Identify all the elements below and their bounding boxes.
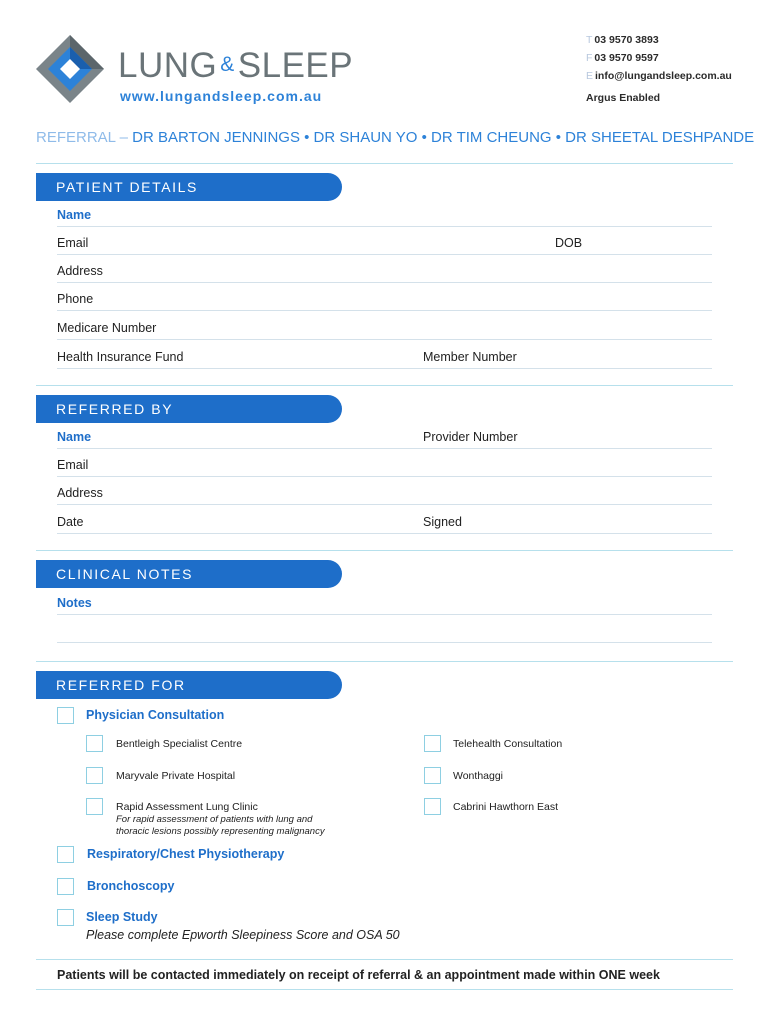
wonthaggi-label: Wonthaggi (453, 770, 504, 782)
maryvale-label: Maryvale Private Hospital (116, 770, 236, 782)
sleep-study-checkbox[interactable] (57, 909, 74, 926)
wonthaggi-checkbox[interactable] (424, 767, 441, 784)
referral-date-label: Date (57, 515, 84, 529)
clinical-notes-field[interactable] (57, 614, 712, 615)
lung-sleep-logo-icon (34, 33, 106, 105)
physician-consultation-label: Physician Consultation (86, 708, 225, 722)
divider (36, 959, 733, 960)
bronchoscopy-checkbox[interactable] (57, 878, 74, 895)
telehealth-checkbox[interactable] (424, 735, 441, 752)
contact-fax: F 03 9570 9597 (586, 52, 659, 64)
patient-fund-field[interactable] (57, 368, 712, 369)
referral-date-field[interactable] (57, 533, 712, 534)
divider (36, 989, 733, 990)
divider (36, 385, 733, 386)
logo-wordmark: LUNG &SLEEP (118, 46, 354, 85)
patient-dob-label: DOB (555, 236, 583, 250)
patient-email-label: Email (57, 236, 89, 250)
referral-doctors-line: REFERRAL – DR BARTON JENNINGS • DR SHAUN YO • DR TIM CHEUNG • DR SHEETAL DESHPANDE (36, 129, 755, 146)
referrer-address-label: Address (57, 486, 103, 500)
section-referred-by: REFERRED BY (36, 395, 342, 423)
rapid-assessment-checkbox[interactable] (86, 798, 103, 815)
rapid-assessment-note-1: For rapid assessment of patients with lung and (116, 814, 313, 825)
cabrini-checkbox[interactable] (424, 798, 441, 815)
argus-status: Argus Enabled (586, 92, 661, 104)
divider (36, 550, 733, 551)
website-link[interactable]: www.lungandsleep.com.au (120, 88, 323, 104)
rapid-assessment-note-2: thoracic lesions possibly representing malignancy (116, 826, 325, 837)
clinical-notes-field-line-2[interactable] (57, 642, 712, 643)
respiratory-physio-checkbox[interactable] (57, 846, 74, 863)
sleep-study-label: Sleep Study (86, 910, 158, 924)
respiratory-physio-label: Respiratory/Chest Physiotherapy (87, 847, 285, 861)
sleep-study-note: Please complete Epworth Sleepiness Score and OSA 50 (86, 928, 400, 942)
maryvale-checkbox[interactable] (86, 767, 103, 784)
patient-name-label: Name (57, 208, 92, 222)
patient-medicare-field[interactable] (57, 339, 712, 340)
divider (36, 163, 733, 164)
patient-address-label: Address (57, 264, 103, 278)
referrer-name-field[interactable] (57, 448, 712, 449)
patient-phone-label: Phone (57, 292, 94, 306)
footer-notice: Patients will be contacted immediately on receipt of referral & an appointment made within ONE week (57, 968, 660, 982)
referrer-email-field[interactable] (57, 476, 712, 477)
referrer-address-field[interactable] (57, 504, 712, 505)
patient-address-field[interactable] (57, 282, 712, 283)
bentleigh-label: Bentleigh Specialist Centre (116, 738, 243, 750)
contact-email[interactable]: E info@lungandsleep.com.au (586, 70, 732, 82)
patient-email-field[interactable] (57, 254, 712, 255)
referrer-name-label: Name (57, 430, 92, 444)
referrer-signed-label: Signed (423, 515, 462, 529)
bentleigh-checkbox[interactable] (86, 735, 103, 752)
referrer-provider-label: Provider Number (423, 430, 518, 444)
section-clinical-notes: CLINICAL NOTES (36, 560, 342, 588)
bronchoscopy-label: Bronchoscopy (87, 879, 175, 893)
cabrini-label: Cabrini Hawthorn East (453, 801, 559, 813)
section-referred-for: REFERRED FOR (36, 671, 342, 699)
patient-member-label: Member Number (423, 350, 517, 364)
patient-phone-field[interactable] (57, 310, 712, 311)
patient-name-field[interactable] (57, 226, 712, 227)
rapid-assessment-label: Rapid Assessment Lung Clinic (116, 801, 258, 813)
contact-phone: T 03 9570 3893 (586, 34, 659, 46)
divider (36, 661, 733, 662)
physician-consultation-checkbox[interactable] (57, 707, 74, 724)
patient-fund-label: Health Insurance Fund (57, 350, 184, 364)
patient-medicare-label: Medicare Number (57, 321, 157, 335)
section-patient-details: PATIENT DETAILS (36, 173, 342, 201)
clinical-notes-label: Notes (57, 596, 92, 610)
telehealth-label: Telehealth Consultation (453, 738, 563, 750)
referrer-email-label: Email (57, 458, 89, 472)
